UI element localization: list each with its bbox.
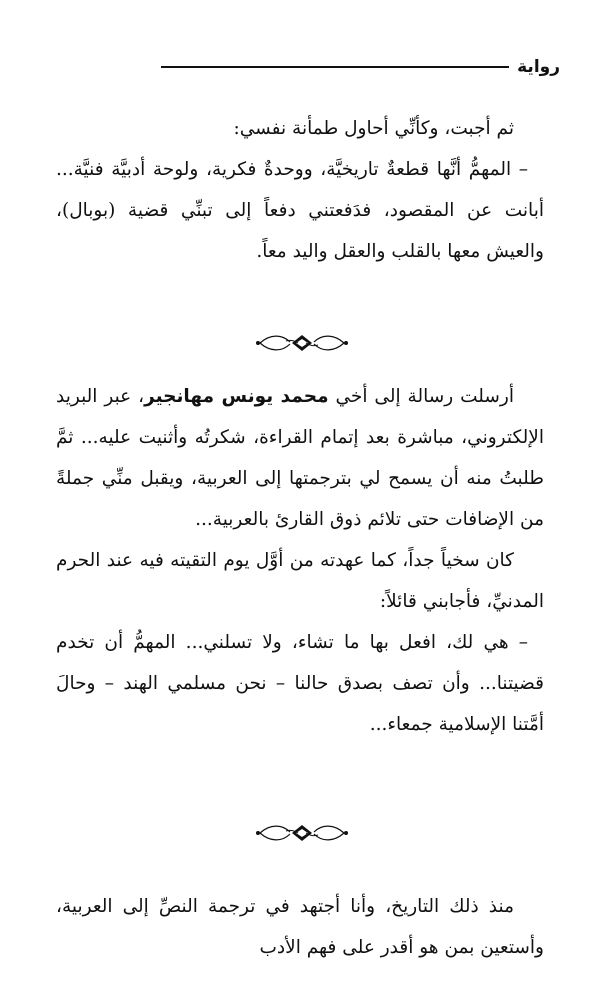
author-name: محمد يونس مهانجير (144, 386, 329, 407)
paragraph-quote: – المهمُّ أنَّها قطعةٌ تاريخيَّة، ووحدةٌ فكرية، ولوحة أدبيَّة فنيَّة... أبانت عن المقصود، فدَفعتني دفعاً إلى تبنِّي قضية (بوبال)، والعيش معها بالقلب والعقل واليد معاً. (56, 159, 544, 262)
paragraph-letter (56, 376, 544, 540)
floral-divider-icon (252, 820, 352, 846)
paragraph-letter-start: أرسلت رسالة إلى أخي (328, 386, 514, 407)
paragraph-translation: منذ ذلك التاريخ، وأنا أجتهد في ترجمة النصِّ إلى العربية، وأستعين بمن هو أقدر على فهم الأدب (56, 896, 544, 958)
section-1 (56, 108, 544, 272)
section-3 (56, 886, 544, 968)
floral-divider-icon (252, 330, 352, 356)
running-header (50, 52, 560, 82)
paragraph-generosity: كان سخياً جداً، كما عهدته من أوَّل يوم التقيته فيه عند الحرم المدنيِّ، فأجابني قائلاً: (56, 550, 544, 612)
paragraph-intro: ثم أجبت، وكأنِّي أحاول طمأنة نفسي: (233, 118, 514, 139)
header-rule (161, 66, 509, 68)
paragraph-letter-rest: ، عبر البريد الإلكتروني، مباشرة بعد إتمام القراءة، شكرتُه وأثنيت عليه... ثمَّ طلبتُ منه أن يسمح لي بترجمتها إلى العربية، ويقبل منِّي جملةً من الإضافات حتى تلائم ذوق القارئ بالعربية... (56, 386, 544, 530)
header-title: رواية (517, 57, 560, 77)
section-2 (56, 376, 544, 745)
paragraph-reply: – هي لك، افعل بها ما تشاء، ولا تسلني... المهمُّ أن تخدم قضيتنا... وأن تصف بصدق حالنا – نحن مسلمي الهند – وحالَ أمَّتنا الإسلامية جمعاء... (56, 632, 544, 735)
